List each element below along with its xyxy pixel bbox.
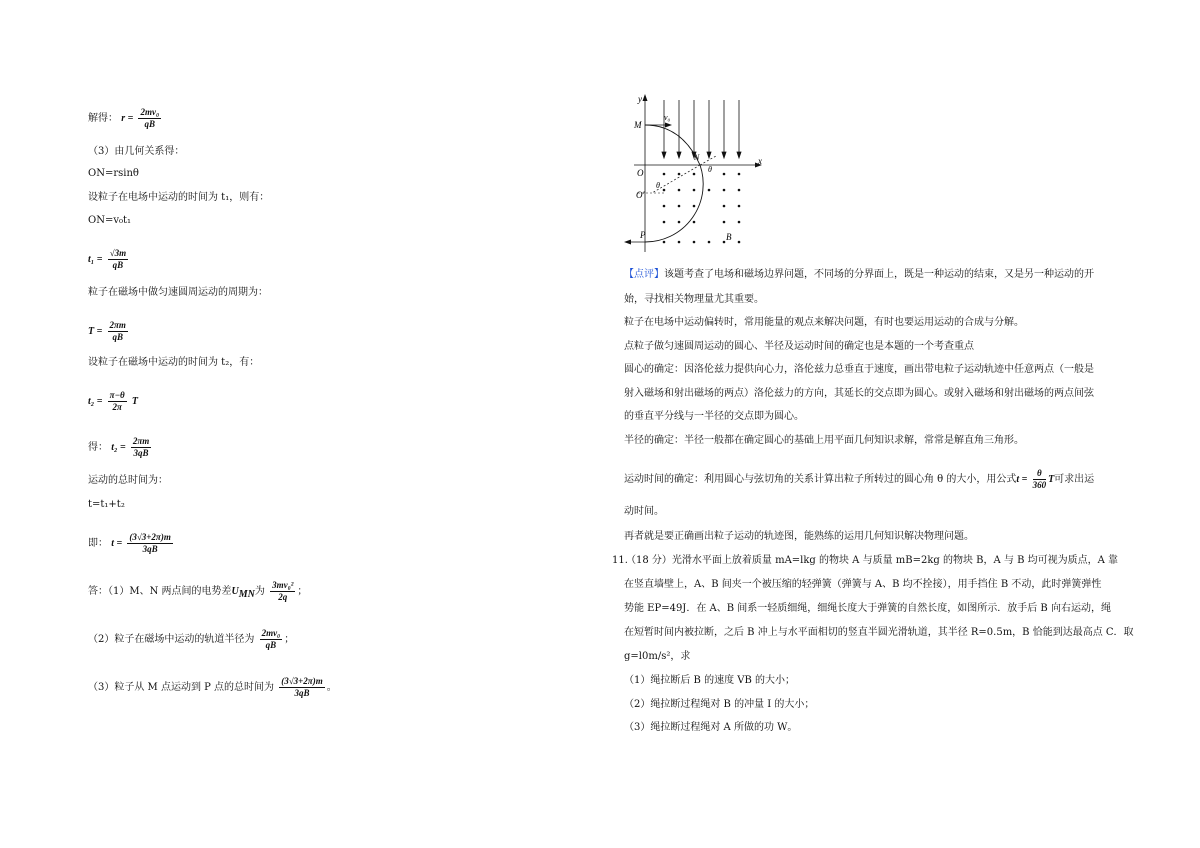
question-line: 在短暂时间内被拉断，之后 B 冲上与水平面相切的竖直半圆光滑轨道，其半径 R=0.5m，B 恰能到达最高点 C．取 [624, 627, 1134, 638]
review-tag: 【点评】 [624, 269, 664, 280]
equation-on-v0t1: ON=v₀t₁ [88, 215, 132, 226]
formula-t1: t₁ = $\frac{√3m}{qB}$ [88, 248, 127, 270]
text-line: 设粒子在磁场中运动的时间为 t₂，有： [88, 357, 260, 368]
formula-total-time: 即： t = $\frac{(3√3+2\pi)m}{3qB}$ [88, 532, 171, 554]
physics-diagram [620, 92, 770, 260]
sub-question-2: （2）绳拉断过程绳对 B 的冲量 I 的大小； [624, 699, 815, 710]
text-line: 设粒子在电场中运动的时间为 t₁，则有： [88, 192, 270, 203]
text-line: 再者就是要正确画出粒子运动的轨迹图，能熟练的运用几何知识解决物理问题。 [624, 531, 974, 542]
question-line: 在竖直墙壁上，A、B 间夹一个被压缩的轻弹簧（弹簧与 A、B 均不拴接），用手挡住 B 不动，此时弹簧弹性 [624, 579, 1102, 590]
fraction: $\frac{\text{3mv₀²}}{2q}$ [272, 580, 294, 602]
text-line: 圆心的确定：因洛伦兹力提供向心力，洛伦兹力总垂直于速度，画出带电粒子运动轨迹中任意两点（一般是 [624, 364, 1094, 375]
electric-field-lines [662, 100, 741, 158]
step-3-heading: （3）由几何关系得： [88, 146, 185, 157]
answer-3: （3）粒子从 M 点运动到 P 点的总时间为 $\frac{(3√3+2\pi)m}{3qB}$ 。 [88, 676, 337, 698]
fraction: $\frac{2\pi m}{3qB}$ [132, 436, 150, 458]
fraction: $\frac{√3m}{qB}$ [109, 248, 127, 270]
answer-1: 答：（1）M、N 两点间的电势差$U_{MN}$为 $\frac{\text{3mv₀²}}{2q}$ ； [88, 580, 308, 602]
formula-t2-result: 得： t₂ = $\frac{2\pi m}{3qB}$ [88, 436, 150, 458]
trajectory-magnetic [645, 165, 703, 242]
label-theta: θ [656, 181, 660, 190]
question-number: 11. [612, 555, 628, 566]
text-line: 半径的确定：半径一般都在确定圆心的基础上用平面几何知识求解，常常是解直角三角形。 [624, 435, 1024, 446]
time-formula-line: 运动时间的确定：利用圆心与弦切角的关系计算出粒子所转过的圆心角 θ 的大小，用公式t = $\frac{\theta}{360}$ T可求出运 [624, 468, 1095, 490]
text-line: 运动的总时间为： [88, 475, 168, 486]
formula-period: T = $\frac{2\pi m}{qB}$ [88, 320, 126, 342]
text-line: 粒子在电场中运动偏转时，常用能量的观点来解决问题，有时也要运用运动的合成与分解。 [624, 317, 1024, 328]
label-P: P [640, 230, 646, 240]
formula-t2: t₂ = $\frac{\pi-\theta}{2\pi}$ T [88, 390, 138, 412]
fraction: $\frac{\pi-\theta}{2\pi}$ [109, 390, 125, 412]
fraction: $\frac{\text{2mv₀}}{qB}$ [140, 107, 160, 129]
text-line: 动时间。 [624, 506, 664, 517]
question-line: g=l0m/s²，求 [624, 651, 691, 662]
fraction: $\frac{2\pi m}{qB}$ [109, 320, 126, 342]
text-line: 粒子在磁场中做匀速圆周运动的周期为： [88, 287, 268, 298]
label-theta: θ [708, 165, 712, 174]
equation-total: t=t₁+t₂ [88, 499, 125, 510]
sub-question-1: （1）绳拉断后 B 的速度 VB 的大小； [624, 675, 795, 686]
sub-question-3: （3）绳拉断过程绳对 A 所做的功 W。 [624, 722, 798, 733]
fraction: $\frac{(3√3+2\pi)m}{3qB}$ [281, 676, 323, 698]
x-axis-label: x [758, 156, 762, 166]
equation-on: ON=rsinθ [88, 168, 139, 179]
solution-radius: 解得： r = $\frac{\text{2mv₀}}{qB}$ [88, 107, 160, 129]
text-line: 始，寻找相关物理量尤其重要。 [624, 294, 764, 305]
text-line: 射入磁场和射出磁场的两点）洛伦兹力的方向，其延长的交点即为圆心。或射入磁场和射出磁场的两点间弦 [624, 388, 1094, 399]
label-N: N [694, 153, 700, 162]
label-O-prime: O' [636, 190, 645, 200]
question-line: 势能 EP=49J．在 A、B 间系一轻质细绳，细绳长度大于弹簧的自然长度，如图所示．放手后 B 向右运动，绳 [624, 603, 1111, 614]
label-v0: v₀ [664, 113, 671, 122]
fraction: $\frac{\theta}{360}$ [1032, 468, 1047, 490]
text-line: 点粒子做匀速圆周运动的圆心、半径及运动时间的确定也是本题的一个考查重点 [624, 341, 974, 352]
label-B: B [726, 232, 732, 242]
label-O: O [637, 168, 644, 178]
review-paragraph: 【点评】该题考查了电场和磁场边界问题，不同场的分界面上，既是一种运动的结束，又是另一种运动的开 [624, 269, 1094, 280]
answer-2: （2）粒子在磁场中运动的轨道半径为 $\frac{\text{2mv₀}}{qB}$ ； [88, 628, 295, 650]
text-line: 的垂直平分线与一半径的交点即为圆心。 [624, 411, 804, 422]
trajectory-electric [645, 125, 700, 165]
fraction: $\frac{(3√3+2\pi)m}{3qB}$ [129, 532, 171, 554]
fraction: $\frac{\text{2mv₀}}{qB}$ [261, 628, 281, 650]
y-axis-label: y [638, 94, 642, 104]
question-line: （18 分）光滑水平面上放着质量 mA=lkg 的物块 A 与质量 mB=2kg 的物块 B，A 与 B 均可视为质点，A 靠 [626, 555, 1119, 566]
label-M: M [634, 120, 642, 130]
